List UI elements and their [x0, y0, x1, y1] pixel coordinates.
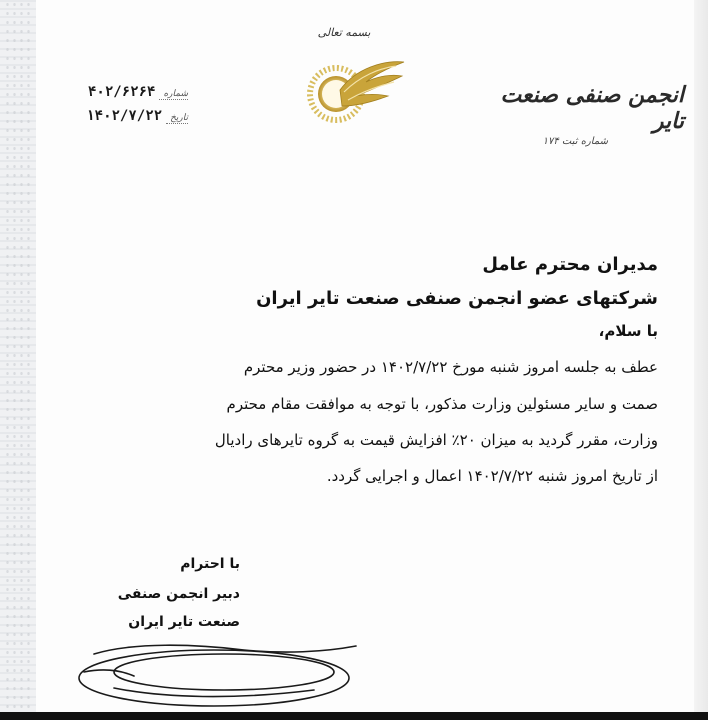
- registration-number: شماره ثبت ۱۷۴: [542, 136, 608, 147]
- letter-date-value: ۱۴۰۲/۷/۲۲: [86, 108, 163, 124]
- paper-edge-shadow: [694, 0, 708, 720]
- letter-number-value: ۴۰۲/۶۲۶۴: [88, 84, 156, 100]
- body-line-1: عطف به جلسه امروز شنبه مورخ ۱۴۰۲/۷/۲۲ در حضور وزیر محترم: [243, 358, 658, 376]
- body-line-3: وزارت، مقرر گردید به میزان ۲۰٪ افزایش قیمت به گروه تایرهای رادیال: [214, 431, 658, 449]
- winged-wheel-logo-icon: [296, 54, 406, 126]
- letter-date-row: [58, 108, 188, 126]
- paper-edge-dots: [4, 0, 32, 720]
- bottom-border: [0, 712, 708, 720]
- closing-regards: با احترام: [180, 556, 240, 572]
- handwritten-signature-icon: [74, 632, 364, 712]
- letter-number-label: شماره: [159, 89, 188, 100]
- body-line-4: از تاریخ امروز شنبه ۱۴۰۲/۷/۲۲ اعمال و اجرایی گردد.: [326, 467, 658, 485]
- basmala-text: بسمه تعالی: [317, 26, 371, 39]
- addressee-line-1: مدیران محترم عامل: [482, 254, 658, 275]
- closing-title-1: دبیر انجمن صنفی: [117, 586, 240, 602]
- letter-number-row: [58, 84, 188, 102]
- closing-title-2: صنعت تایر ایران: [128, 614, 240, 630]
- letter-date-label: تاریخ: [166, 113, 188, 124]
- body-line-2: صمت و سایر مسئولین وزارت مذکور، با توجه به موافقت مقام محترم: [226, 395, 658, 413]
- organization-name: انجمن صنفی صنعت تایر: [500, 82, 684, 134]
- addressee-line-2: شرکتهای عضو انجمن صنفی صنعت تایر ایران: [256, 288, 658, 309]
- salutation: با سلام،: [598, 322, 658, 340]
